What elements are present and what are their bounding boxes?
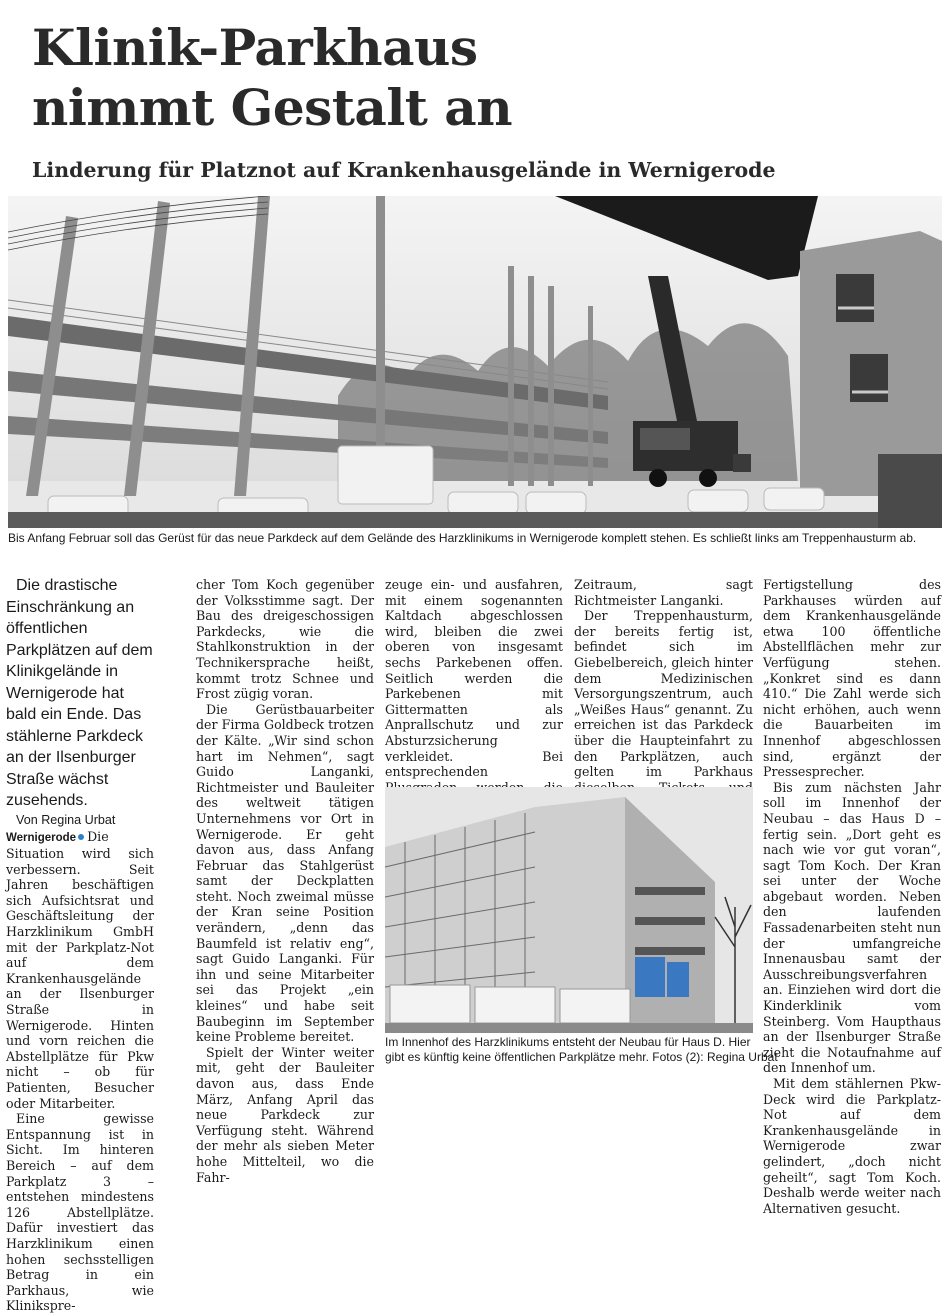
photo-parking-deck-construction (8, 196, 942, 528)
photo-2-caption (385, 1035, 778, 1065)
body-paragraph: Bis zum nächsten Jahr soll im Innenhof der Neubau – das Haus D – fertig sein. „Dort geht es nach wie vor gut voran“, sagt Tom Koch. Der Kran sei unter der Woche abgebaut worden. Neben den laufenden Fassadenarbeiten steht nun der umfangreiche Innenausbau samt der Ausschreibungsverfahren an. Einziehen wird dort die Kinderklinik vom Steinberg. Vom Haupthaus an der Ilsenburger Straße zieht die Notaufnahme auf den Innenhof um. (763, 779, 941, 1076)
article-column-1 (6, 575, 154, 1314)
haus-d-photo-illustration (385, 787, 753, 1033)
body-paragraph: Mit dem stählernen Pkw-Deck wird die Parkplatz-Not auf dem Krankenhausgelände in Wernigerode zwar gelindert, „doch nicht geheilt“, sagt Tom Koch. Deshalb werde weiter nach Alternativen gesucht. (763, 1076, 941, 1216)
body-paragraph: Fertigstellung des Parkhauses würden auf dem Krankenhausgelände etwa 100 öffentliche Abstellflächen mehr zur Verfügung stehen. „Konkret sind es dann 410.“ Die Zahl werde sich nicht erhöhen, auch wenn die Bauarbeiten im Innenhof abgeschlossen sind, ergänzt der Pressesprecher. (763, 577, 941, 780)
body-paragraph: Die Gerüstbauarbeiter der Firma Goldbeck trotzen der Kälte. „Wir sind schon hart im Nehmen“, sagt Guido Langanki, Richtmeister und Bauleiter des weltweit tätigen Unternehmens vor Ort in Wernigerode. Er geht davon aus, dass Anfang Februar das Stahlgerüst samt der Deckplatten steht. Noch zweimal müsse der Kran seine Position verändern, „denn das Baumfeld ist relativ eng“, sagt Guido Langanki. Für ihn und seine Mitarbeiter sei das Projekt „ein kleines“ und habe seit Baubeginn im September keine Probleme bereitet. (196, 701, 374, 1045)
photo-haus-d-building (385, 787, 753, 1033)
photo-1-caption: Bis Anfang Februar soll das Gerüst für das neue Parkdeck auf dem Gelände des Harzklinikums in Wernigerode komplett stehen. Es schließt links am Treppenhausturm ab. (8, 531, 917, 545)
photo-2-caption-line-2: gibt es künftig keine öffentlichen Parkplätze mehr. Fotos (2): Regina Urbat (385, 1050, 778, 1064)
lead-paragraph: Die drastische Einschränkung an öffentlichen Parkplätzen auf dem Klinikgelände in Wernigerode hat bald ein Ende. Das stählerne Parkdeck an der Ilsenburger Straße wächst zusehends. (6, 577, 153, 809)
headline-line-2: nimmt Gestalt an (32, 78, 513, 137)
body-paragraph: cher Tom Koch gegenüber der Volksstimme sagt. Der Bau des dreigeschossigen Parkdecks, wie die Stahlkonstruktion in der Technikersprache heißt, kommt trotz Schnee und Frost zügig voran. (196, 577, 374, 702)
author-byline: Von Regina Urbat (16, 812, 116, 827)
body-paragraph: Der Treppenhausturm, der bereits fertig ist, befindet sich im Giebelbereich, gleich hinter dem Medizinischen Versorgungszentrum, auch „Weißes Haus“ genannt. Zu erreichen ist das Parkdeck über die Haupteinfahrt zu den Parkplätzen, auch gelten im Parkhaus (574, 608, 753, 780)
photo-2-caption-line-1: Im Innenhof des Harzklinikums entsteht der Neubau für Haus D. Hier (385, 1035, 751, 1049)
headline (32, 18, 552, 138)
article-column-2 (196, 577, 374, 1185)
subheadline: Linderung für Platznot auf Krankenhausgelände in Wernigerode (32, 158, 776, 182)
body-paragraph: zeuge ein- und ausfahren, mit einem sogenannten Kaltdach abgeschlossen wird, bleiben die zwei oberen von insgesamt sechs Parkebenen offen. Seitlich werden die Parkebenen mit Gittermatten als Anprallschutz und zur Absturzsicherung verkleidet. Bei entsprechenden (385, 577, 563, 780)
dateline: Wernigerode (6, 831, 77, 844)
body-paragraph: Eine gewisse Entspannung ist in Sicht. Im hinteren Bereich – auf dem Parkplatz 3 – entstehen mindestens 126 Abstellplätze. Dafür investiert das Harzklinikum einen hohen sechsstelligen Betrag in ein Parkhaus, wie Klinikspre- (6, 1111, 154, 1314)
headline-line-1: Klinik-Parkhaus (32, 18, 478, 77)
body-paragraph: Wernigerode Die Situation wird sich verbessern. Seit Jahren beschäftigen sich Aufsichtsrat und Geschäftsleitung der Harzklinikum GmbH mit der Parkplatz-Not auf dem Krankenhausgelände an der Ilsenburger Straße in Wernigerode. Hinten und vorn reichen die Abstellplätze für Pkw nicht – ob für Patienten, Besucher oder Mitarbeiter. (6, 828, 154, 1111)
dateline-dot-icon (78, 834, 84, 840)
body-paragraph: Zeitraum, sagt Richtmeister Langanki. (574, 577, 753, 608)
article-column-5 (763, 577, 941, 1216)
parking-deck-photo-illustration (8, 196, 942, 528)
body-paragraph: Spielt der Winter weiter mit, geht der Bauleiter davon aus, dass Ende März, Anfang April das neue Parkdeck zur Verfügung steht. Während der mehr als sieben Meter hohe Mittelteil, wo die Fahr- (196, 1044, 374, 1185)
